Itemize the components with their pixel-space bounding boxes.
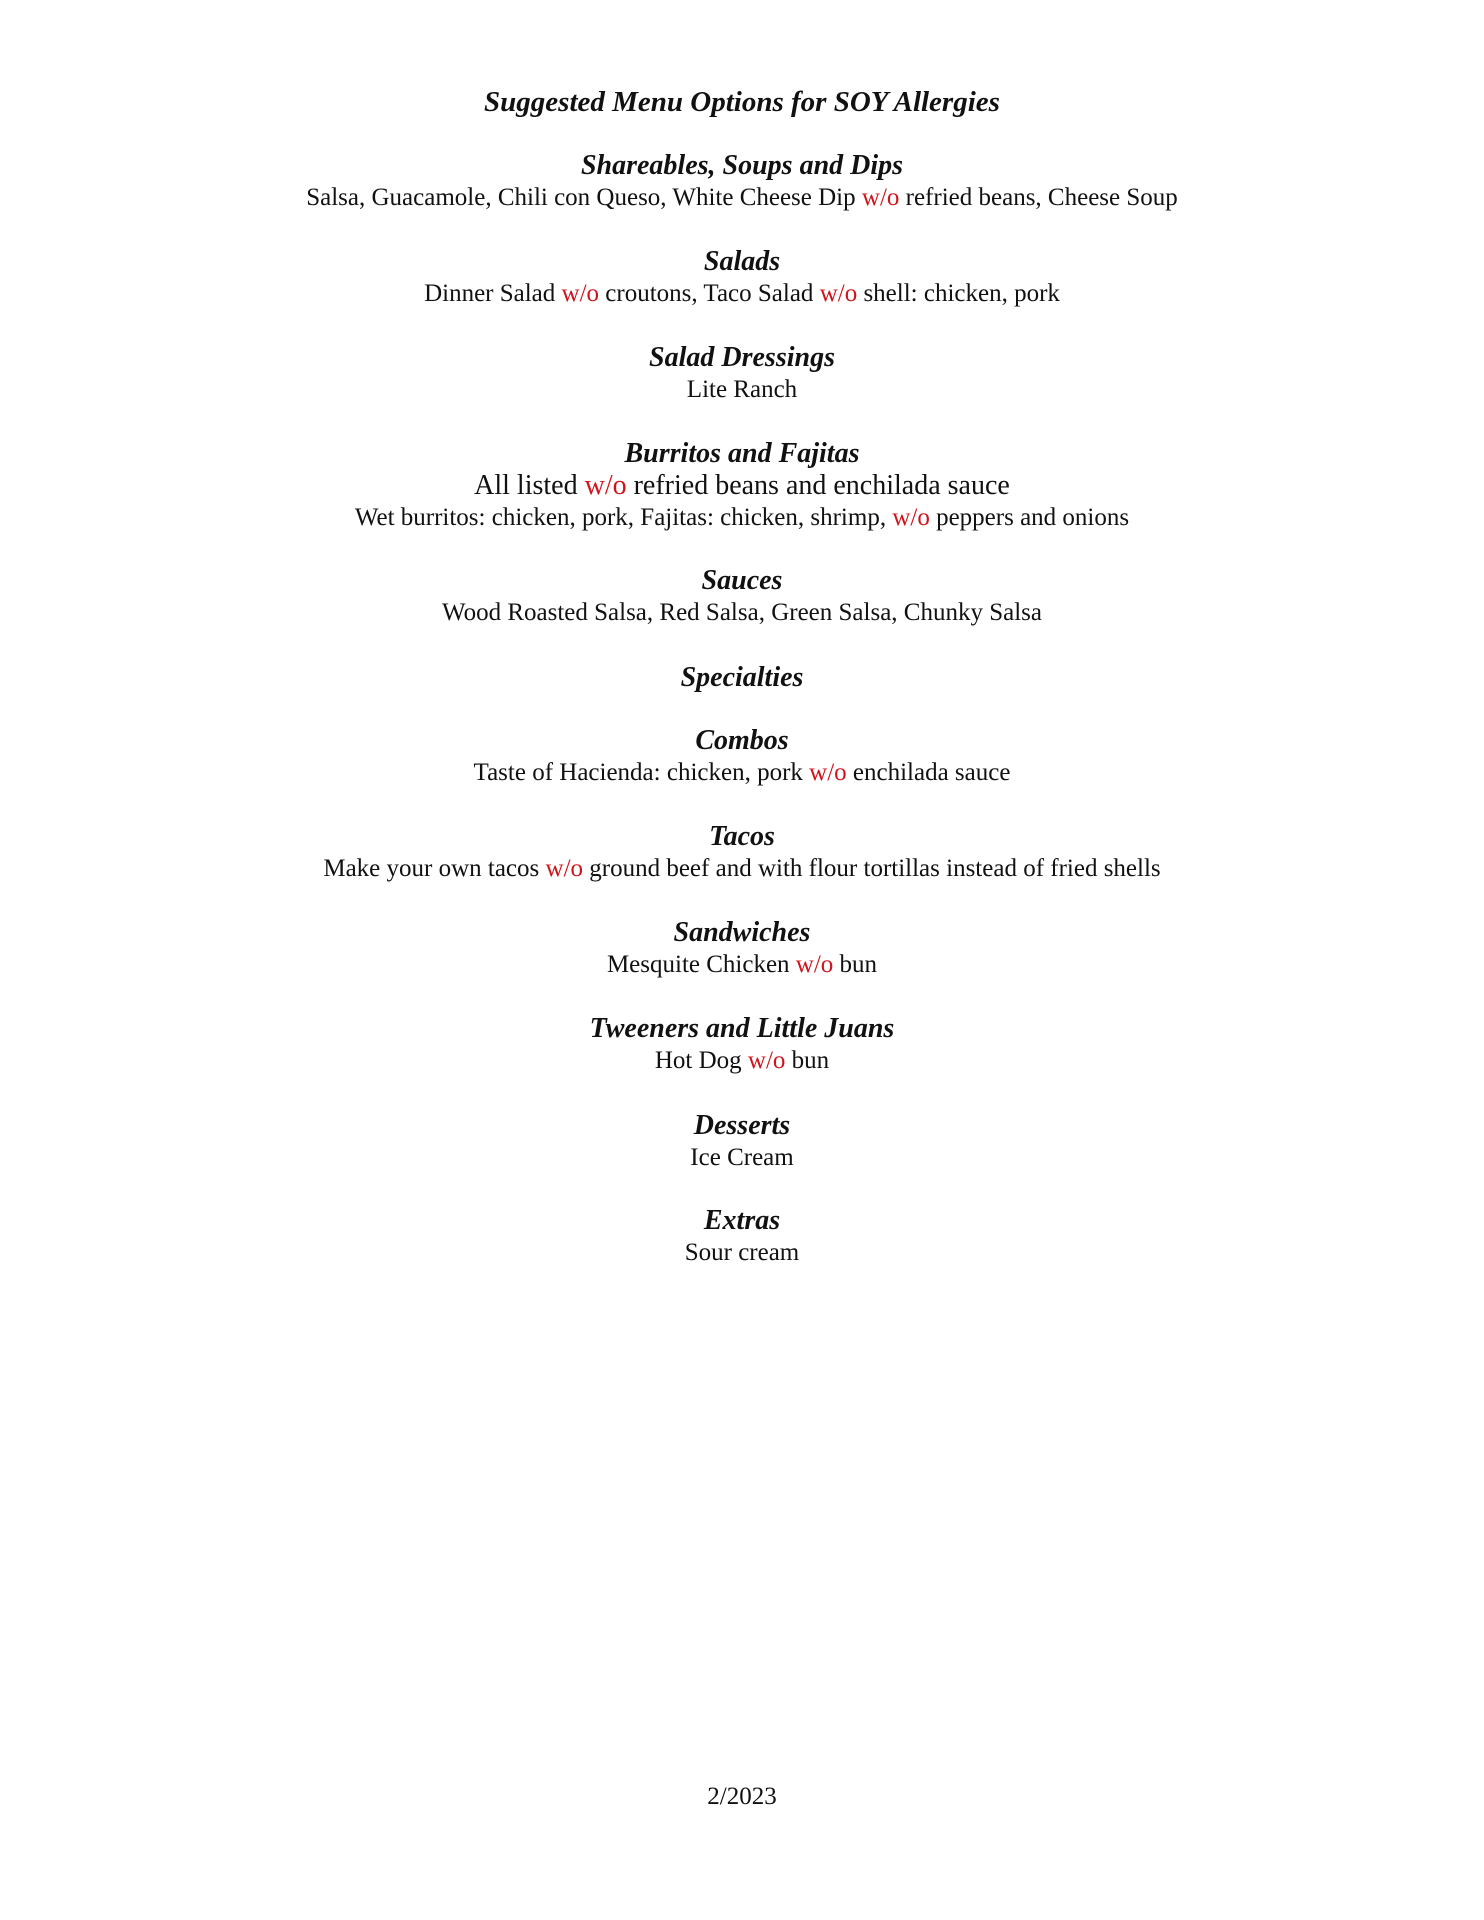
menu-section xyxy=(0,662,1484,694)
without-marker: w/o xyxy=(795,951,834,978)
section-heading: Burritos and Fajitas xyxy=(624,438,860,469)
menu-section xyxy=(0,1205,1484,1269)
section-item-line xyxy=(0,470,1484,502)
item-text: bun xyxy=(785,1047,830,1074)
section-heading: Sandwiches xyxy=(673,917,811,948)
section-item-line xyxy=(0,1045,1484,1077)
item-text: Sour cream xyxy=(684,1239,800,1266)
menu-section xyxy=(0,1013,1484,1077)
item-text: Hot Dog xyxy=(654,1047,748,1074)
menu-section xyxy=(0,246,1484,310)
menu-section xyxy=(0,1110,1484,1174)
footer-date: 2/2023 xyxy=(707,1783,777,1810)
without-marker: w/o xyxy=(561,280,600,307)
page-title: Suggested Menu Options for SOY Allergies xyxy=(484,86,1000,118)
item-text: Salsa, Guacamole, Chili con Queso, White Cheese Dip xyxy=(306,184,862,211)
item-text: Lite Ranch xyxy=(686,376,798,403)
section-item-line xyxy=(0,374,1484,406)
without-marker: w/o xyxy=(747,1047,786,1074)
section-item-line xyxy=(0,597,1484,629)
item-text: Ice Cream xyxy=(690,1144,794,1171)
section-item-line xyxy=(0,1237,1484,1269)
section-item-line xyxy=(0,757,1484,789)
item-text: Mesquite Chicken xyxy=(606,951,796,978)
section-heading: Desserts xyxy=(693,1110,791,1141)
section-heading: Sauces xyxy=(701,565,783,596)
menu-section xyxy=(0,342,1484,406)
without-marker: w/o xyxy=(809,759,847,786)
section-item-line xyxy=(0,502,1484,534)
section-heading: Tacos xyxy=(709,821,775,852)
item-text: peppers and onions xyxy=(929,504,1130,531)
without-marker: w/o xyxy=(584,470,627,501)
item-text: refried beans and enchilada sauce xyxy=(626,470,1010,501)
item-text: enchilada sauce xyxy=(846,759,1011,786)
item-text: Dinner Salad xyxy=(424,280,562,307)
menu-section xyxy=(0,917,1484,981)
item-text: Wet burritos: chicken, pork, Fajitas: chicken, shrimp, xyxy=(354,504,893,531)
without-marker: w/o xyxy=(861,184,900,211)
item-text: Taste of Hacienda: chicken, pork xyxy=(473,759,810,786)
menu-section xyxy=(0,565,1484,629)
without-marker: w/o xyxy=(819,280,858,307)
section-item-line xyxy=(0,278,1484,310)
item-text: Make your own tacos xyxy=(323,855,546,882)
section-heading: Tweeners and Little Juans xyxy=(589,1013,895,1044)
section-heading: Salads xyxy=(703,246,781,277)
menu-section xyxy=(0,821,1484,885)
item-text: shell: chicken, pork xyxy=(857,280,1060,307)
section-heading: Combos xyxy=(695,725,789,756)
section-item-line xyxy=(0,949,1484,981)
menu-section xyxy=(0,725,1484,789)
without-marker: w/o xyxy=(892,504,930,531)
menu-section xyxy=(0,438,1484,534)
section-heading: Salad Dressings xyxy=(649,342,835,373)
item-text: croutons, Taco Salad xyxy=(599,280,820,307)
item-text: refried beans, Cheese Soup xyxy=(899,184,1178,211)
section-heading: Specialties xyxy=(680,662,804,693)
section-item-line xyxy=(0,1142,1484,1174)
section-heading: Shareables, Soups and Dips xyxy=(580,150,904,181)
menu-section xyxy=(0,150,1484,214)
section-item-line xyxy=(0,182,1484,214)
section-heading: Extras xyxy=(703,1205,781,1236)
item-text: Wood Roasted Salsa, Red Salsa, Green Salsa, Chunky Salsa xyxy=(442,599,1042,626)
item-text: ground beef and with flour tortillas instead of fried shells xyxy=(583,855,1161,882)
item-text: All listed xyxy=(474,470,585,501)
without-marker: w/o xyxy=(545,855,584,882)
item-text: bun xyxy=(833,951,878,978)
section-item-line xyxy=(0,853,1484,885)
